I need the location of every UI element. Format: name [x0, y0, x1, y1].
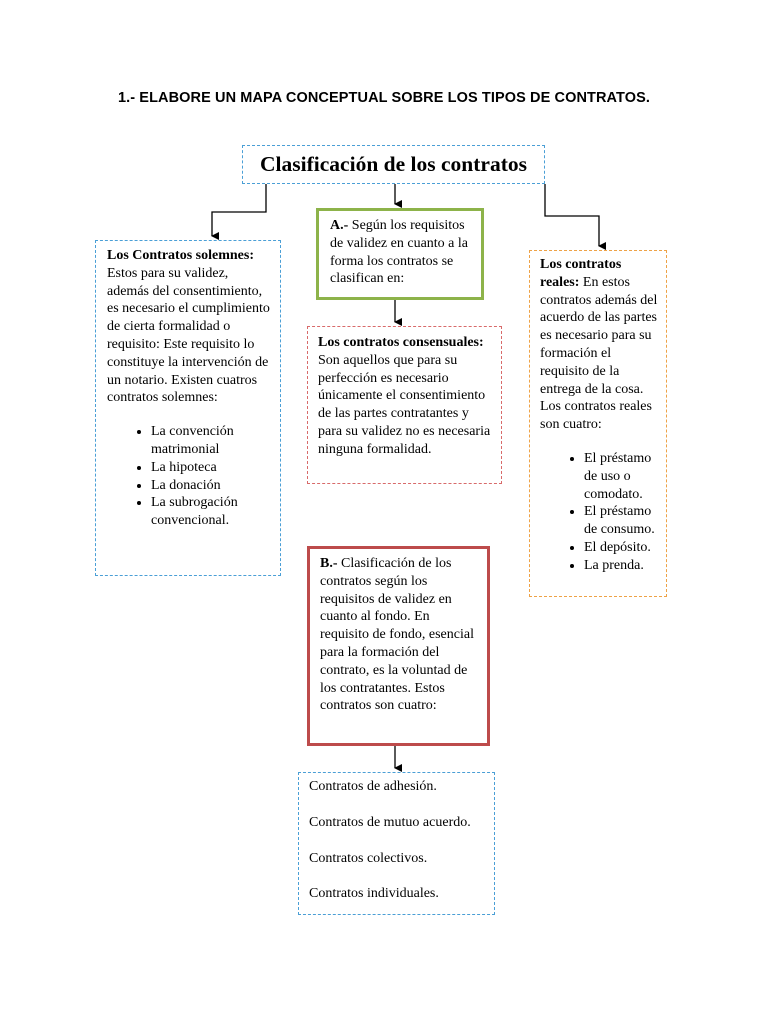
list-item: • El depósito. — [584, 539, 660, 557]
form-requirements-box — [316, 208, 484, 300]
list-item: • La subrogación convencional. — [151, 494, 272, 530]
list-item: • La prenda. — [584, 557, 660, 575]
list-item: • El préstamo de uso o comodato. — [584, 450, 660, 503]
solemnes-box — [95, 240, 281, 576]
solemnes-heading: Los Contratos solemnes: — [107, 248, 254, 263]
fondo-contracts-box — [298, 772, 495, 915]
consensuales-box — [307, 326, 502, 484]
list-item: • La convención matrimonial — [151, 423, 272, 459]
b-label: B.- — [320, 556, 338, 571]
list-item: Contratos de mutuo acuerdo. — [309, 814, 471, 830]
a-label: A.- — [330, 218, 349, 233]
consensuales-description: Son aquellos que para su perfección es necesario únicamente el consentimiento de las partes contratantes y para su validez no es necesaria ninguna formalidad. — [318, 352, 491, 457]
substance-requirements-box — [307, 546, 490, 746]
list-item: • La hipoteca — [151, 459, 272, 477]
list-item: Contratos individuales. — [309, 886, 439, 902]
solemnes-list — [107, 423, 272, 530]
solemnes-description: Estos para su validez, además del consentimiento, es necesario el cumplimiento de cierta formalidad o requisito: Este requisito lo constituye la intervención de un notario. Existen cuatros contratos solemnes: — [107, 265, 270, 406]
reales-list — [540, 450, 660, 575]
arrow-to-solemnes — [212, 184, 266, 236]
list-item: • La donación — [151, 477, 272, 495]
list-item: Contratos de adhesión. — [309, 779, 437, 794]
list-item: • El préstamo de consumo. — [584, 503, 660, 539]
b-description: Clasificación de los contratos según los requisitos de validez en cuanto al fondo. En requisito de fondo, esencial para la formación del contrato, es la voluntad de los contratantes. Estos contratos son cuatro: — [320, 556, 474, 714]
arrow-to-reales — [545, 184, 599, 246]
a-description: Según los requisitos de validez en cuanto a la forma los contratos se clasifican en: — [330, 218, 468, 287]
consensuales-heading: Los contratos consensuales: — [318, 335, 484, 350]
list-item: Contratos colectivos. — [309, 850, 428, 866]
concept-map-title: Clasificación de los contratos — [242, 145, 545, 184]
page-heading: 1.- ELABORE UN MAPA CONCEPTUAL SOBRE LOS TIPOS DE CONTRATOS. — [117, 90, 651, 106]
reales-description: En estos contratos además del acuerdo de las partes es necesario para su formación el requisito de la entrega de la cosa. Los contratos reales son cuatro: — [540, 274, 658, 433]
reales-box — [529, 250, 667, 597]
reales-heading: Los contratos reales: — [540, 257, 622, 290]
